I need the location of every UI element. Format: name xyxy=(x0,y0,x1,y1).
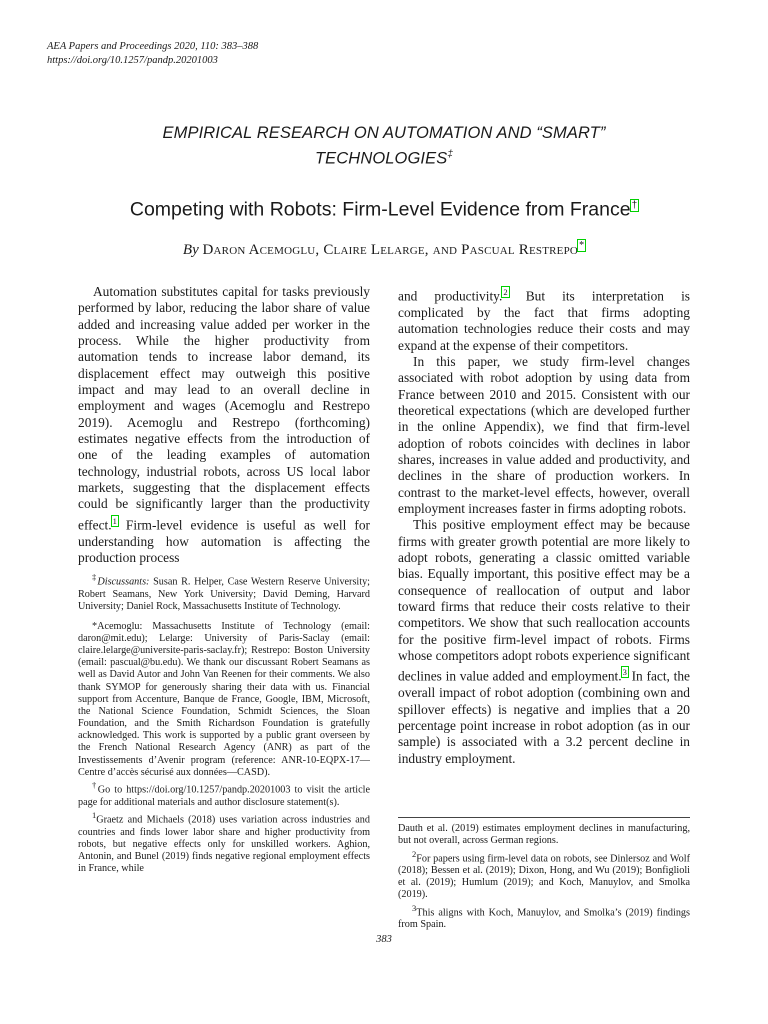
body-paragraph: Automation substitutes capital for tasks previously performed by labor, reducing the labor share of value added and increasing value added per worker in the process. While the higher productivity from automation tends to increase labor demand, its displacement effect may outweigh this positive impact and may lead to an overall decline in employment and wages (Acemoglu and Restrepo 2019). Acemoglu and Restrepo (forthcoming) estimates negative effects from the introduction of one of the leading examples of automation technology, industrial robots, across US local labor markets, suggesting that the displacement effects could be significantly larger than the productivity effect.$^1$ Firm-level evidence is useful as well for understanding how automation is affecting the production process xyxy=(78,284,370,565)
paper-title xyxy=(0,193,768,223)
author-by: By xyxy=(182,242,199,258)
section-title-mark: ‡ xyxy=(447,149,453,160)
footnote-affiliations: *Acemoglu: Massachusetts Institute of Technology (email: daron@mit.edu); Lelarge: University of Paris-Saclay (email: claire.lelarge@universite-paris-saclay.fr); Restrepo: Boston University (email: pascual@bu.edu). We thank our discussant Robert Seamans as well as David Autor and John Van Reenen for their comments. We also thank SYMOP for generously sharing their data with us. Financial support from Accenture, Banque de France, Google, IBM, Microsoft, the National Science Foundation, Schmidt Sciences, the Sloan Foundation, and the Smith Richardson Foundation is gratefully acknowledged. This work is supported by a public grant overseen by the French National Research Agency (ANR) as part of the Investissements d’Avenir program (reference: ANR-10-EQPX-17—Centre d’accès sécurisé aux données—CASD). xyxy=(78,620,370,778)
body-paragraph: and productivity.$^2$ But its interpretation is complicated by the fact that firms adopting automation technologies reduce their costs and may expand at the expense of their competitors. xyxy=(398,287,690,353)
author-footnote-link[interactable]: * xyxy=(579,240,585,251)
author-names: Daron Acemoglu, Claire Lelarge, and Pascual Restrepo xyxy=(202,242,579,258)
footnote-1-link[interactable]: 1 xyxy=(112,515,117,526)
left-column xyxy=(78,284,370,566)
footnote-1: $^1$Graetz and Michaels (2018) uses variation across industries and countries and finds lower labor share and higher productivity from robots, but negative effects only for unskilled workers. Aghion, Antonin, and Bunel (2019) finds negative regional employment effects in France, while xyxy=(78,809,370,874)
footnote-rule xyxy=(398,817,690,818)
right-body xyxy=(398,284,690,767)
footnote-discussants: ‡Discussants: Susan R. Helper, Case Western Reserve University; Robert Seamans, New York University; David Deming, Harvard University; Daniel Rock, Massachusetts Institute of Technology. xyxy=(78,572,371,612)
section-title-line2: TECHNOLOGIES xyxy=(315,149,448,168)
section-title-line1: EMPIRICAL RESEARCH ON AUTOMATION AND “SMART” xyxy=(162,124,606,142)
footnote-2-link[interactable]: 2 xyxy=(503,287,508,297)
footnotes-right xyxy=(398,823,690,932)
right-column xyxy=(398,284,690,767)
journal-header xyxy=(47,40,258,68)
footnote-dagger: †Go to https://doi.org/10.1257/pandp.20201003 to visit the article page for additional materials and author disclosure statement(s). xyxy=(78,780,370,808)
paper-title-footnote-link[interactable]: † xyxy=(631,200,638,211)
footnotes-left xyxy=(78,571,370,875)
body-paragraph: In this paper, we study firm-level changes associated with robot adoption by using data from France between 2010 and 2015. Consistent with our theoretical expectations (which are developed further in the online Appendix), we find that firm-level adoption of robots coincides with declines in labor shares, increases in value added and productivity, and declines in the share of production workers. In contrast to the market-level effects, however, overall employment increases faster in firms adopting robots. xyxy=(398,353,690,516)
footnote-2: $^2$For papers using firm-level data on robots, see Dinlersoz and Wolf (2018); Bessen et al. (2019); Dixon, Hong, and Wu (2019); Bonfiglioli et al. (2019); Humlum (2019); and Koch, Manuylov, and Smolka (2019). xyxy=(398,848,690,901)
footnote-3: $^3$This aligns with Koch, Manuylov, and Smolka’s (2019) findings from Spain. xyxy=(398,902,690,931)
page-number: 383 xyxy=(376,934,392,945)
footnote-3-link[interactable]: 3 xyxy=(622,667,627,678)
section-title xyxy=(0,123,768,170)
body-paragraph: This positive employment effect may be because firms with greater growth potential are more likely to adopt robots, generating a classic omitted variable bias. Equally important, this positive effect may be a consequence of reallocation of output and labor toward firms that reduce their costs relative to their competitors. We show that such reallocation accounts for the positive firm-level impact of robots. Firms whose competitors adopt robots experience significant declines in value added and employment.$^3$ In fact, the overall impact of robot adoption (combining own and spillover effects) is negative and implies that a 20 percentage point increase in robot adoption (as in our sample) is associated with a 3.2 percent decline in industry employment. xyxy=(398,517,690,766)
author-line xyxy=(0,236,768,260)
journal-citation: AEA Papers and Proceedings 2020, 110: 383–388 xyxy=(47,41,259,52)
footnote-1-continued: Dauth et al. (2019) estimates employment declines in manufacturing, but not overall, across German regions. xyxy=(398,823,690,847)
doi-link[interactable]: https://doi.org/10.1257/pandp.20201003 xyxy=(47,55,218,66)
paper-title-text: Competing with Robots: Firm-Level Evidence from France xyxy=(129,198,631,221)
